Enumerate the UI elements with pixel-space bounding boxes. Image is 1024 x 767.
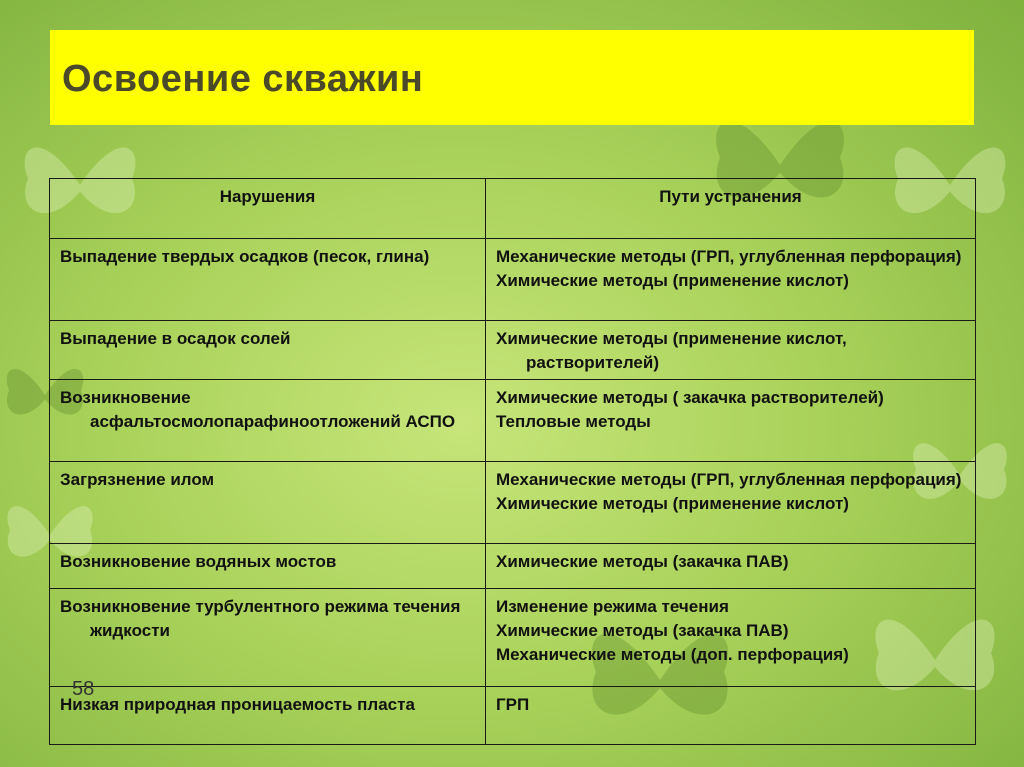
table-row: [50, 462, 976, 544]
problem-cell: Загрязнение илом: [50, 462, 486, 544]
solution-cell: [486, 589, 976, 687]
problem-cell: Низкая природная проницаемость пласта: [50, 687, 486, 745]
table-header-row: [50, 179, 976, 239]
solution-line: Химические методы (применение кислот): [496, 271, 849, 290]
solution-line: Изменение режима течения: [496, 597, 729, 616]
table-row: [50, 589, 976, 687]
table-row: [50, 544, 976, 589]
solution-line: ГРП: [496, 695, 530, 714]
title-bar: [50, 30, 974, 125]
problem-cell: Возникновение водяных мостов: [50, 544, 486, 589]
table-row: [50, 380, 976, 462]
solution-cell: [486, 380, 976, 462]
page-number: 58: [72, 678, 95, 700]
table-row: [50, 239, 976, 321]
problem-cell: Возникновение турбулентного режима течения жидкости: [50, 589, 486, 687]
solution-line: Механические методы (ГРП, углубленная перфорация): [496, 247, 962, 266]
solution-line: Механические методы (ГРП, углубленная перфорация): [496, 470, 962, 489]
solution-cell: [486, 321, 976, 380]
solution-line: Тепловые методы: [496, 412, 651, 431]
problem-cell: Возникновение асфальтосмолопарафиноотложений АСПО: [50, 380, 486, 462]
table-row: [50, 321, 976, 380]
solution-cell: [486, 462, 976, 544]
problem-cell: Выпадение твердых осадков (песок, глина): [50, 239, 486, 321]
table-row: [50, 687, 976, 745]
issues-table: [49, 178, 976, 745]
column-header-problems: Нарушения: [50, 179, 486, 239]
solution-cell: [486, 687, 976, 745]
column-header-solutions: Пути устранения: [486, 179, 976, 239]
solution-line: Химические методы (применение кислот, растворителей): [496, 329, 847, 372]
solution-cell: [486, 544, 976, 589]
solution-line: Химические методы ( закачка растворителей): [496, 388, 884, 407]
problem-cell: Выпадение в осадок солей: [50, 321, 486, 380]
solution-line: Химические методы (закачка ПАВ): [496, 552, 789, 571]
solution-line: Химические методы (применение кислот): [496, 494, 849, 513]
solution-cell: [486, 239, 976, 321]
solution-line: Химические методы (закачка ПАВ): [496, 621, 789, 640]
page-title: Освоение скважин: [62, 58, 424, 100]
solution-line: Механические методы (доп. перфорация): [496, 645, 849, 664]
